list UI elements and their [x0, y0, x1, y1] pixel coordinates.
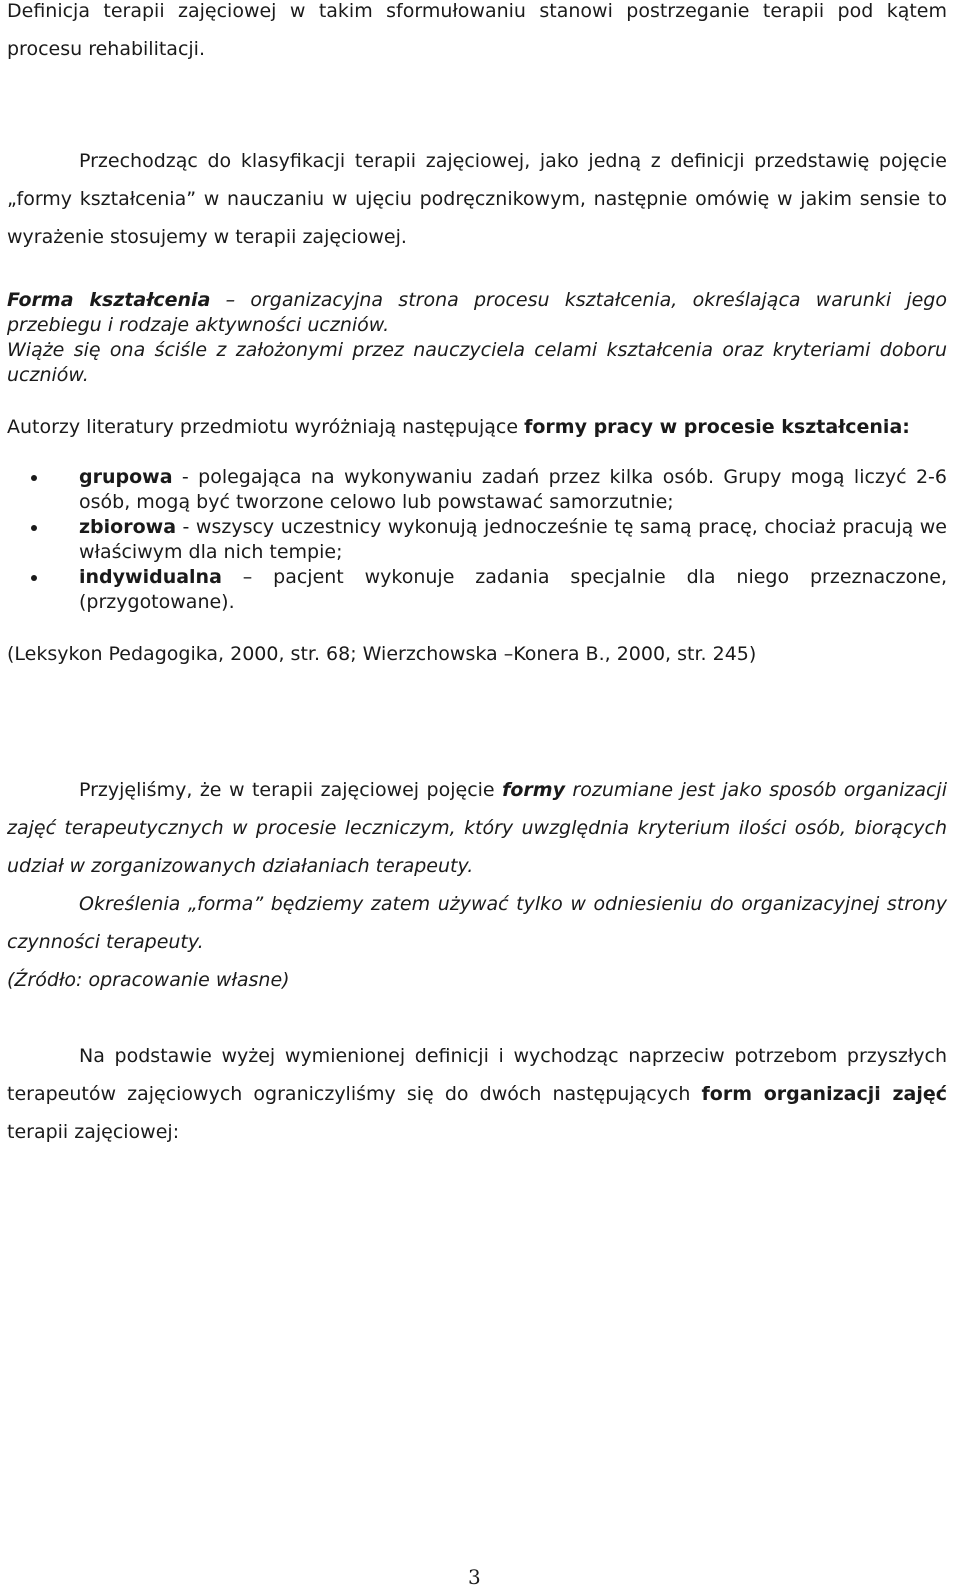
definition-second-sentence: Wiąże się ona ściśle z założonymi przez nauczyciela celami kształcenia oraz kryteriami doboru uczniów.: [7, 339, 947, 386]
citation: (Leksykon Pedagogika, 2000, str. 68; Wierzchowska –Konera B., 2000, str. 245): [7, 643, 757, 665]
bullet-icon: [31, 575, 37, 581]
paragraph-authors: [7, 415, 947, 440]
forms-list: [7, 465, 947, 615]
definition-text: – organizacyjna strona procesu kształcenia, określająca warunki jego przebiegu i rodzaje aktywności uczniów.: [7, 289, 947, 336]
adopt-bold: formy: [502, 779, 565, 801]
list-item-term: grupowa: [79, 466, 173, 488]
adopt-lead: Przyjęliśmy, że w terapii zajęciowej pojęcie: [79, 779, 503, 801]
list-item-grupowa: [7, 465, 947, 515]
definition-term: Forma kształcenia: [7, 289, 211, 311]
list-item-term: zbiorowa: [79, 516, 177, 538]
final-lead: Na podstawie wyżej wymienionej definicji i wychodząc naprzeciw potrzebom przyszłych terapeutów zajęciowych ograniczyliśmy się do dwóch następujących: [7, 1045, 947, 1105]
list-item-text: - wszyscy uczestnicy wykonują jednocześnie tę samą pracę, chociaż pracują we właściwym dla nich tempie;: [79, 516, 947, 563]
list-item-zbiorowa: [7, 515, 947, 565]
final-bold: form organizacji zajęć: [701, 1083, 947, 1105]
paragraph-classification-intro: Przechodząc do klasyfikacji terapii zajęciowej, jako jedną z definicji przedstawię pojęcie „formy kształcenia” w nauczaniu w ujęciu podręcznikowym, następnie omówię w jakim sensie to wyrażenie stosujemy w terapii zajęciowej.: [7, 150, 947, 248]
paragraph-adopted-definition: [7, 771, 947, 885]
definition-block: [7, 288, 947, 388]
bullet-icon: [31, 475, 37, 481]
definition-forma-ksztalcenia: [7, 288, 947, 338]
authors-lead: Autorzy literatury przedmiotu wyróżniają następujące: [7, 416, 525, 438]
list-item-text: - polegająca na wykonywaniu zadań przez kilka osób. Grupy mogą liczyć 2-6 osób, mogą być tworzone celowo lub powstawać samorzutnie;: [79, 466, 947, 513]
source-note: (Źródło: opracowanie własne): [7, 969, 290, 991]
paragraph-conclusion: [7, 1037, 947, 1151]
list-item-indywidualna: [7, 565, 947, 615]
adopt-rest: rozumiane jest jako sposób organizacji zajęć terapeutycznych w procesie leczniczym, który uwzględnia kryterium ilości osób, biorących udział w zorganizowanych działaniach terapeuty.: [7, 779, 947, 877]
paragraph-rehabilitation-definition: Definicja terapii zajęciowej w takim sformułowaniu stanowi postrzeganie terapii pod kątem procesu rehabilitacji.: [7, 0, 947, 60]
page-number: 3: [468, 1565, 481, 1589]
authors-bold: formy pracy w procesie kształcenia:: [524, 416, 910, 438]
list-item-text: – pacjent wykonuje zadania specjalnie dla niego przeznaczone, (przygotowane).: [79, 566, 947, 613]
bullet-icon: [31, 525, 37, 531]
final-tail: terapii zajęciowej:: [7, 1121, 180, 1143]
list-item-term: indywidualna: [79, 566, 222, 588]
paragraph-usage: Określenia „forma” będziemy zatem używać tylko w odniesieniu do organizacyjnej strony czynności terapeuty.: [7, 893, 947, 953]
